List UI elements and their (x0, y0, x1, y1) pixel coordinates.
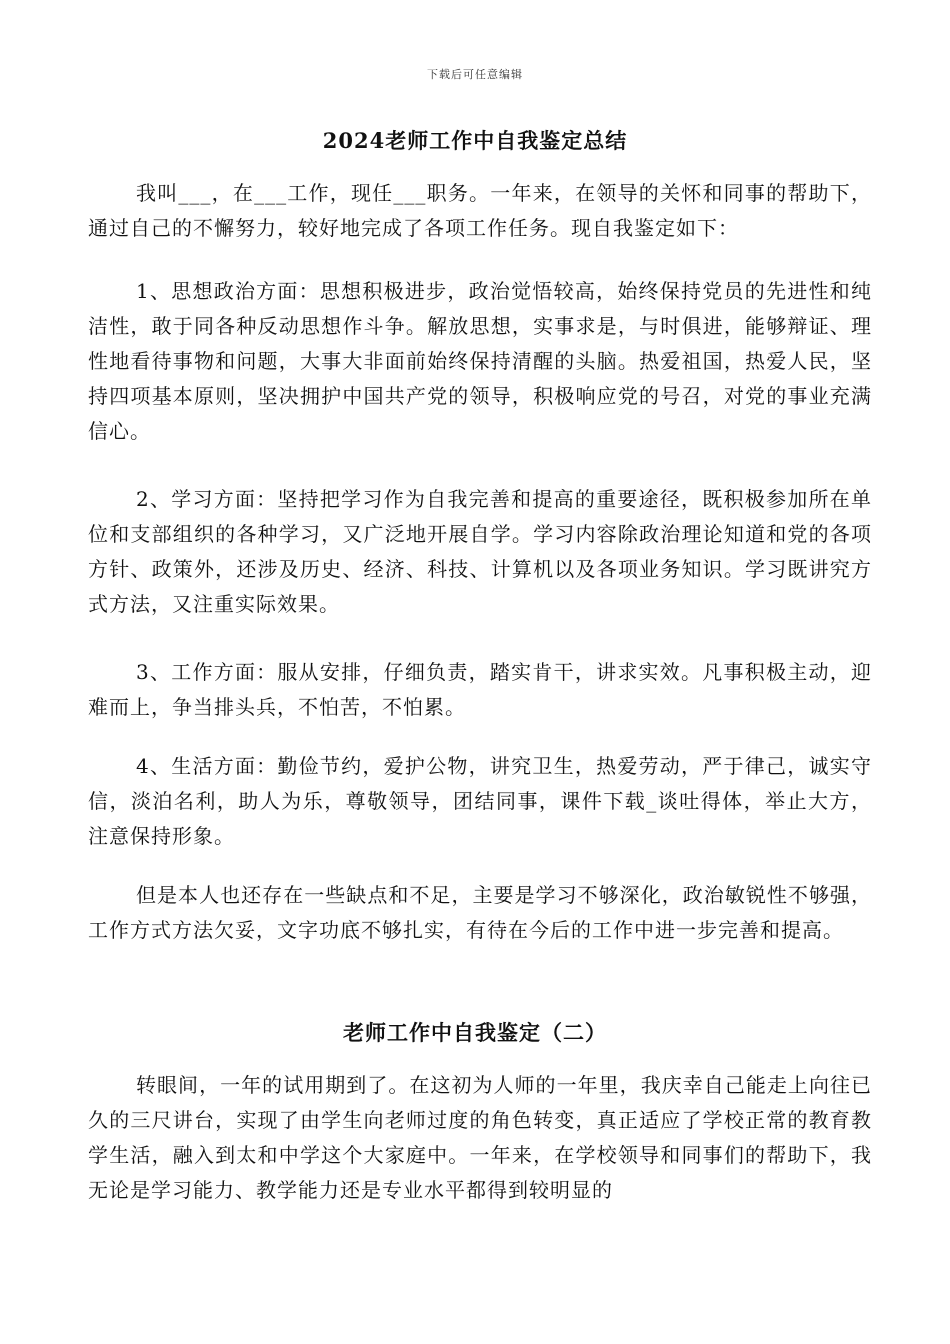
paragraph-life: 4、生活方面：勤俭节约，爱护公物，讲究卫生，热爱劳动，严于律己，诚实守信，淡泊名利，助人为乐，尊敬领导，团结同事，课件下载_谈吐得体，举止大方，注意保持形象。 (88, 754, 872, 848)
paragraph-intro: 我叫___，在___工作，现任___职务。一年来，在领导的关怀和同事的帮助下，通过自己的不懈努力，较好地完成了各项工作任务。现自我鉴定如下： (88, 181, 872, 240)
paragraph-political: 1、思想政治方面：思想积极进步，政治觉悟较高，始终保持党员的先进性和纯洁性，敢于同各种反动思想作斗争。解放思想，实事求是，与时俱进，能够辩证、理性地看待事物和问题，大事大非面前始终保持清醒的头脑。热爱祖国，热爱人民，坚持四项基本原则，坚决拥护中国共产党的领导，积极响应党的号召，对党的事业充满信心。 (88, 279, 872, 443)
paragraph-section-two: 转眼间，一年的试用期到了。在这初为人师的一年里，我庆幸自己能走上向往已久的三尺讲台，实现了由学生向老师过度的角色转变，真正适应了学校正常的教育教学生活，融入到太和中学这个大家庭中。一年来，在学校领导和同事们的帮助下，我无论是学习能力、教学能力还是专业水平都得到较明显的 (88, 1073, 872, 1202)
document-title: 2024老师工作中自我鉴定总结 (322, 128, 628, 153)
paragraph-study: 2、学习方面：坚持把学习作为自我完善和提高的重要途径，既积极参加所在单位和支部组织的各种学习，又广泛地开展自学。学习内容除政治理论知道和党的各项方针、政策外，还涉及历史、经济、科技、计算机以及各项业务知识。学习既讲究方式方法，又注重实际效果。 (88, 487, 872, 616)
header-note: 下载后可任意编辑 (427, 68, 523, 81)
section-title: 老师工作中自我鉴定（二） (343, 1020, 607, 1045)
paragraph-work: 3、工作方面：服从安排，仔细负责，踏实肯干，讲求实效。凡事积极主动，迎难而上，争当排头兵，不怕苦，不怕累。 (88, 660, 872, 719)
paragraph-shortcomings: 但是本人也还存在一些缺点和不足，主要是学习不够深化，政治敏锐性不够强，工作方式方法欠妥，文字功底不够扎实，有待在今后的工作中进一步完善和提高。 (88, 883, 872, 942)
